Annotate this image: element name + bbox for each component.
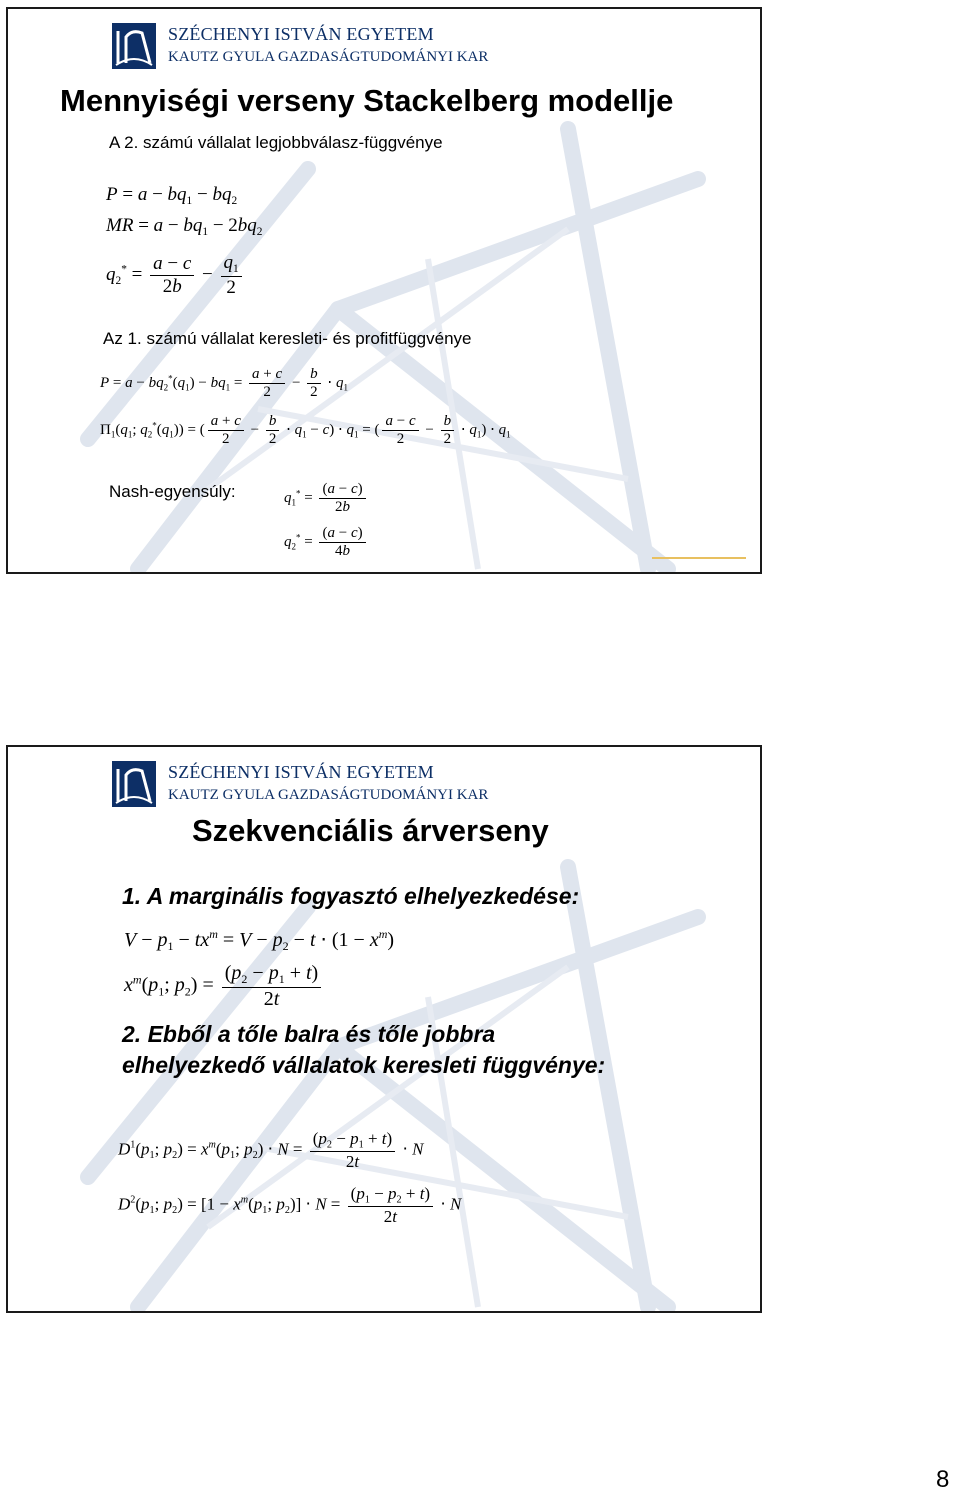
- slide-sequential-price: [6, 745, 762, 1313]
- demand-firm1-equation: $D^1(p_1$; $p_2) = x^m(p_1$; $p_2) \cdot N$ = $\frac{(p_2 - p_1 + t)}{2t}$ ⋅ N: [118, 1129, 424, 1172]
- page-number: 8: [936, 1466, 950, 1493]
- logo-faculty-name: KAUTZ GYULA GAZDASÁGTUDOMÁNYI KAR: [168, 49, 489, 65]
- nash-q2-equation: $q_2^*$ = $\frac{(a - c)}{4b}$: [284, 525, 369, 561]
- profit-function-equation: $\Pi_1(q_1$; $q_2^*(q_1)$) = ( $\frac{a + c}{2}$ − $\frac{b}{2}$ ⋅ $q_1 - c) \cdot q_1$ = ( $\frac{a - c}{2}$ − $\frac{b}{2}$ ⋅ $q_1) \cdot q_1$: [100, 413, 511, 448]
- nash-equilibrium-label: Nash-egyensúly:: [109, 482, 236, 501]
- university-emblem-icon: [112, 23, 156, 69]
- residual-demand-equation: $P = a - bq_2^*(q_1) - bq_1$ = $\frac{a + c}{2}$ − $\frac{b}{2}$ ⋅ $q_1$: [100, 366, 348, 401]
- indifference-equation: $V - p_1 - tx^m = V - p_2 - t \cdot (1 - x^m)$: [124, 927, 395, 954]
- marginal-consumer-heading: 1. A marginális fogyasztó elhelyezkedése:: [122, 883, 580, 909]
- demand-firm2-equation: $D^2(p_1$; $p_2) = [1 - x^m(p_1$; $p_2)] \cdot N$ = $\frac{(p_1 - p_2 + t)}{2t}$ ⋅ N: [118, 1184, 462, 1227]
- logo-university-name: SZÉCHENYI ISTVÁN EGYETEM: [168, 24, 434, 44]
- marginal-revenue-equation: MR = $a - bq_1 - 2bq_2$: [106, 215, 263, 238]
- price-equation: $P = a - bq_1 - bq_2$: [106, 184, 238, 207]
- nash-q1-equation: $q_1^*$ = $\frac{(a - c)}{2b}$: [284, 481, 369, 517]
- university-emblem-icon: [112, 761, 156, 807]
- slide-title: Mennyiségi verseny Stackelberg modellje: [60, 83, 674, 118]
- best-response-heading: A 2. számú vállalat legjobbválasz-függvénye: [109, 133, 443, 152]
- logo-university-name: SZÉCHENYI ISTVÁN EGYETEM: [168, 762, 434, 782]
- demand-profit-heading: Az 1. számú vállalat keresleti- és profitfüggvénye: [103, 329, 472, 348]
- demand-functions-heading: 2. Ebből a tőle balra és tőle jobbra elhelyezkedő vállalatok keresleti függvénye:: [122, 1021, 606, 1078]
- accent-line: [652, 557, 746, 559]
- marginal-consumer-equation: $x^m(p_1$; $p_2$) = $\frac{(p_2 - p_1 + t)}{2t}$: [124, 962, 324, 1011]
- slide-stackelberg: [6, 7, 762, 574]
- logo-faculty-name: KAUTZ GYULA GAZDASÁGTUDOMÁNYI KAR: [168, 787, 489, 803]
- slide-title: Szekvenciális árverseny: [192, 813, 549, 848]
- best-response-equation: $q_2^*$ = $\frac{a - c}{2b}$ − $\frac{q_1}{2}$: [106, 252, 245, 299]
